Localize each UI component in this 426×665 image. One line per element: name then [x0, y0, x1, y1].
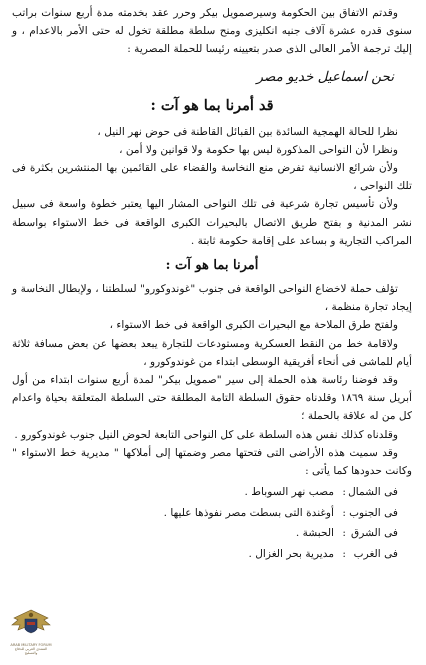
boundary-sep: :	[342, 527, 346, 540]
paragraph: ولفتح طرق الملاحة مع البحيرات الكبرى الواقعة فى خط الاستواء ،	[109, 319, 398, 332]
paragraph: تؤلف حملة لاخضاع النواحى الواقعة فى جنوب "غوندوكورو" لسلطتنا ، ولإبطال النخاسة و إيجاد تجارة منظمة ،	[12, 283, 412, 314]
boundary-dir: فى الشمال	[348, 486, 398, 499]
eagle-shield-icon	[8, 606, 54, 644]
paragraph: ولأن تأسيس تجارة شرعية فى تلك النواحى المشار اليها يعتبر خطوة واسعة فى سبيل نشر المدنية و بفتح طريق الاتصال بالبحيرات الكبرى الواقعة فى خط الاستواء بواسطة المراكب التجارية و بساعد على إقامة حكومة ثابتة .	[12, 198, 412, 247]
paragraph: وقلدناه كذلك نفس هذه السلطة على كل النواحى التابعة لحوض النيل جنوب غوندوكورو .	[14, 428, 398, 441]
boundary-val: الحبشة .	[295, 527, 334, 540]
paragraph: ولأن شرائع الانسانية تفرض منع النخاسة والقضاء على القائمين بها المنتشرين بكثرة فى تلك النواحى ،	[12, 162, 412, 193]
boundary-dir: فى الشرق	[351, 527, 398, 540]
paragraph: وقد سميت هذه الأراضى التى فتحتها مصر وضمتها إلى أملاكها " مديرية خط الاستواء " وكانت حدودها كما يأتى :	[12, 446, 412, 478]
boundary-val: مصب نهر السوباط .	[244, 486, 334, 499]
boundaries-list	[12, 482, 412, 564]
boundary-dir: فى الجنوب	[349, 506, 398, 519]
boundary-row	[12, 503, 398, 524]
boundary-row	[12, 544, 398, 565]
issuer-line: نحن اسماعيل خديو مصر	[256, 68, 394, 85]
watermark-caption-english: ARAB MILITARY FORUM	[10, 643, 52, 647]
boundary-sep: :	[342, 547, 346, 560]
paragraph: ولاقامة خط من النقط العسكرية ومستودعات للتجارة يبعد بعضها عن بعض مسافة ثلاثة أيام للماشى فى أنحاء أفريقية الوسطى ابتداء من غوندوكورو ،	[12, 337, 412, 368]
intro-section	[12, 4, 412, 59]
boundary-dir: فى الغرب	[353, 547, 398, 560]
forum-watermark-logo	[8, 606, 54, 658]
boundary-val: مديرية بحر الغزال .	[248, 547, 334, 560]
order-title-second: أمرنا بما هو آت :	[165, 258, 259, 274]
section-second	[12, 280, 412, 480]
boundary-row	[12, 523, 398, 544]
order-title-first: قد أمرنا بما هو آت :	[150, 96, 274, 114]
boundary-sep: :	[342, 506, 346, 519]
boundary-sep: :	[342, 486, 346, 499]
boundary-val: أوغندة التى بسطت مصر نفوذها عليها .	[163, 506, 334, 519]
paragraph: نظرا للحالة الهمجية السائدة بين القبائل القاطنة فى حوض نهر النيل ،	[97, 125, 398, 138]
boundary-row	[12, 482, 398, 503]
paragraph: وقد فوضنا رئاسة هذه الحملة إلى سير "صمويل بيكر" لمدة أربع سنوات ابتداء من أول أبريل سنة ١٨٦٩ وقلدناه حقوق السلطة التامة المطلقة حتى السلطة المتعلقة بحياة واعدام كل من له علاقة بالحملة ؛	[12, 374, 412, 423]
paragraph: وقدتم الاتفاق بين الحكومة وسيرصمويل بيكر وحرر عقد بخدمته مدة أربع سنوات براتب سنوى قدره عشرة آلاف جنيه انكليزى ومنح سلطة مطلقة تخول له حتى الأمر بالاعدام ، و إليك ترجمة الأمر العالى الذى صدر بتعيينه رئيسا للحملة المصرية :	[12, 7, 412, 56]
section-first	[12, 123, 412, 250]
watermark-caption-arabic: المنتدى العربي للدفاع والتسليح	[14, 647, 48, 655]
watermark-caption	[8, 643, 54, 655]
paragraph: ونظرا لأن النواحى المذكورة ليس بها حكومة ولا قوانين ولا أمن ،	[119, 143, 398, 156]
